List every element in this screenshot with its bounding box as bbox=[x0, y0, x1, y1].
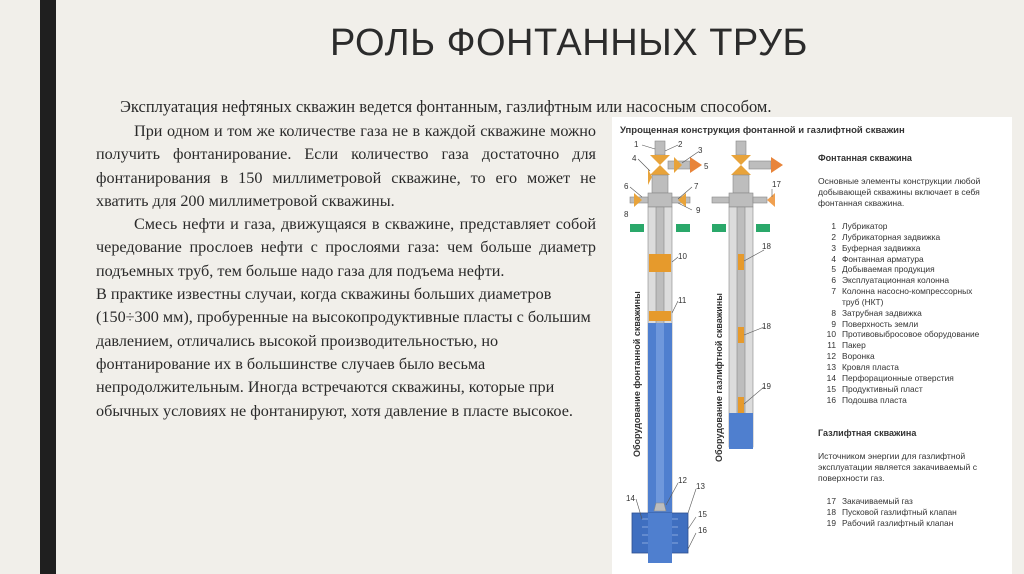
callout-17: 17 bbox=[772, 180, 781, 189]
callout-18a: 18 bbox=[762, 242, 771, 251]
legend-item: 10 Противовыбросовое оборудование bbox=[826, 329, 980, 340]
paragraph-1: При одном и том же количестве газа не в каждой скважине можно получить фонтанирование. Если количество газа достаточно для фонтанирования в 150 миллиметровой скважине, то его может не хватить для 200 миллиметровой скважины. bbox=[96, 122, 596, 210]
callout-12: 12 bbox=[678, 476, 687, 485]
callout-5: 5 bbox=[704, 162, 709, 171]
callout-16: 16 bbox=[698, 526, 707, 535]
legend-item: 5 Добываемая продукция bbox=[831, 264, 935, 275]
paragraph-3: В практике известны случаи, когда скважины больших диаметров (150÷300 мм), пробуренные на высокопродуктивные пласты с большим давлением, отличались высокой производительностью, но фонтанирование их в большинстве случаев было весьма непродолжительным. Иногда встречаются скважины, которые при обычных условиях не фонтанируют, хотя давление в пласте высокое. bbox=[96, 285, 591, 420]
legend-item: 12 Воронка bbox=[826, 351, 875, 362]
legend-item: 3 Буферная задвижка bbox=[831, 242, 921, 253]
gaslift-section-heading: Газлифтная скважина bbox=[818, 428, 917, 438]
legend-item: 13 Кровля пласта bbox=[826, 361, 899, 372]
fountain-section-heading: Фонтанная скважина bbox=[818, 153, 912, 163]
legend-item: 8 Затрубная задвижка bbox=[831, 307, 922, 318]
callout-14: 14 bbox=[626, 494, 635, 503]
figure-title: Упрощенная конструкция фонтанной и газлифтной скважин bbox=[620, 125, 905, 136]
body-text bbox=[96, 120, 596, 423]
callout-1: 1 bbox=[634, 140, 639, 149]
fountain-section-description: Основные элементы конструкции любой добывающей скважины включает в себя фонтанная скважина. bbox=[818, 176, 981, 208]
legend-item: 2 Лубрикаторная задвижка bbox=[831, 231, 941, 242]
legend-item: 16 Подошва пласта bbox=[826, 394, 907, 405]
callout-15: 15 bbox=[698, 510, 707, 519]
callout-9: 9 bbox=[696, 206, 701, 215]
legend-item: 9 Поверхность земли bbox=[831, 318, 919, 329]
legend-item: 17 Закачиваемый газ bbox=[826, 496, 913, 506]
gaslift-legend bbox=[818, 496, 957, 529]
callout-2: 2 bbox=[678, 140, 683, 149]
legend-item: 18 Пусковой газлифтный клапан bbox=[826, 506, 957, 517]
legend-item: труб (НКТ) bbox=[842, 296, 884, 307]
fountain-equipment-label: Оборудование фонтанной скважины bbox=[632, 291, 642, 457]
callout-10: 10 bbox=[678, 252, 687, 261]
legend-item: 4 Фонтанная арматура bbox=[831, 253, 924, 264]
gaslift-equipment-label: Оборудование газлифтной скважины bbox=[714, 293, 724, 462]
legend-item: 14 Перфорационные отверстия bbox=[826, 372, 954, 383]
slide-title: РОЛЬ ФОНТАННЫХ ТРУБ bbox=[330, 22, 808, 64]
left-accent-bar bbox=[40, 0, 56, 574]
well-diagram-figure bbox=[612, 117, 1012, 574]
legend-item: 19 Рабочий газлифтный клапан bbox=[826, 517, 954, 528]
callout-6: 6 bbox=[624, 182, 629, 191]
legend-item: 1 Лубрикатор bbox=[831, 221, 888, 231]
callout-4: 4 bbox=[632, 154, 637, 163]
gaslift-section-description: Источником энергии для газлифтной эксплуатации является закачиваемый с поверхности газ. bbox=[818, 451, 978, 483]
slide-subtitle: Эксплуатация нефтяных скважин ведется фонтанным, газлифтным или насосным способом. bbox=[120, 97, 772, 116]
callout-19: 19 bbox=[762, 382, 771, 391]
legend-item: 15 Продуктивный пласт bbox=[826, 383, 923, 394]
paragraph-2: Смесь нефти и газа, движущаяся в скважине, представляет собой чередование прослоев нефти с прослоями газа: чем больше диаметр подъемных труб, тем больше надо газа для подъема нефти. bbox=[96, 215, 596, 280]
fountain-legend bbox=[818, 221, 979, 405]
legend-item: 11 Пакер bbox=[827, 340, 866, 351]
callout-11: 11 bbox=[678, 296, 687, 305]
callout-8: 8 bbox=[624, 210, 629, 219]
callout-3: 3 bbox=[698, 146, 703, 155]
legend-item: 6 Эксплуатационная колонна bbox=[831, 275, 950, 286]
callout-7: 7 bbox=[694, 182, 699, 191]
legend-item: 7 Колонна насосно-компрессорных bbox=[831, 286, 973, 297]
callout-13: 13 bbox=[696, 482, 705, 491]
callout-18b: 18 bbox=[762, 322, 771, 331]
